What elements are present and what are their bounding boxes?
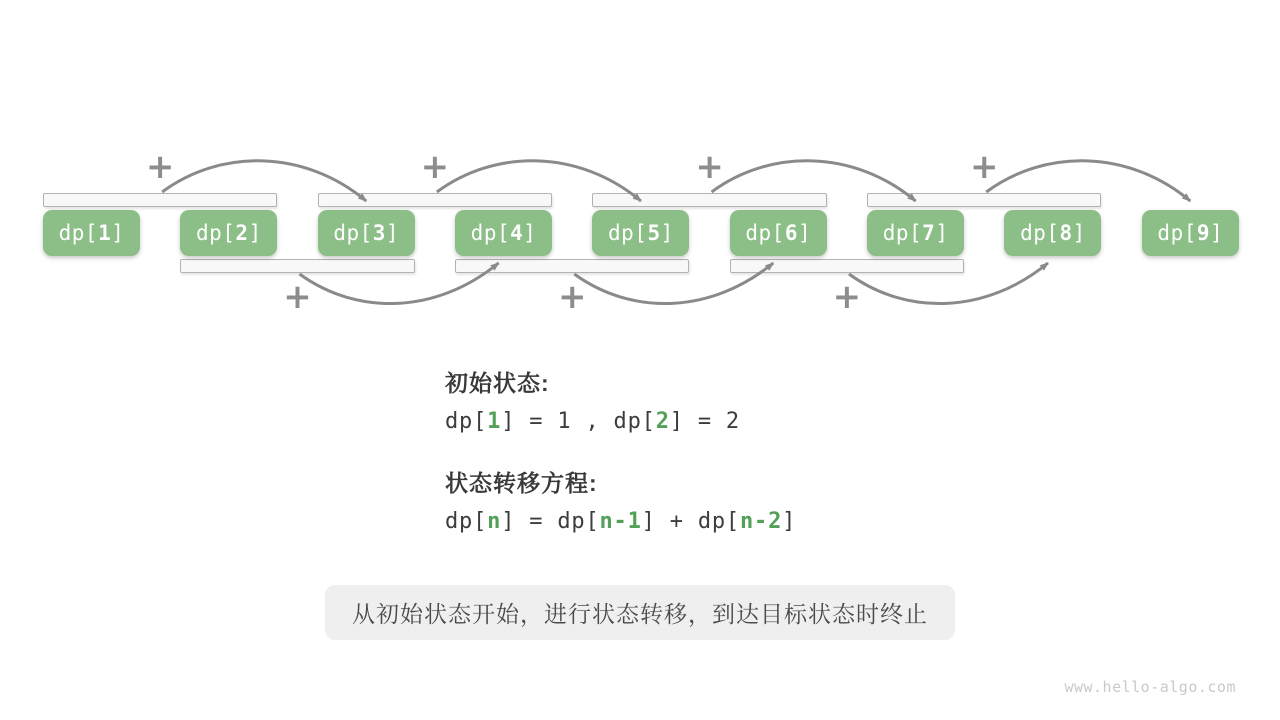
plus-icon: + xyxy=(420,147,450,187)
code-segment-green: n xyxy=(487,509,502,534)
pair-bracket-top xyxy=(592,193,826,207)
code-segment: dp[ xyxy=(445,409,488,434)
code-segment-green: 2 xyxy=(655,409,670,434)
dp-box-3: dp[ 3 ] xyxy=(318,210,415,256)
code-segment-green: n-2 xyxy=(739,509,783,534)
dp-box-4: dp[ 4 ] xyxy=(455,210,552,256)
code-segment: ] xyxy=(782,509,797,534)
dp-box-5: dp[ 5 ] xyxy=(592,210,689,256)
pair-bracket-bottom xyxy=(730,259,964,273)
plus-icon: + xyxy=(695,147,724,187)
plus-icon: + xyxy=(970,147,999,187)
pair-bracket-top xyxy=(43,193,277,207)
code-segment: dp[ xyxy=(445,509,488,534)
code-segment-green: 1 xyxy=(487,409,502,434)
pair-bracket-top xyxy=(867,193,1101,207)
transition-equation-formula xyxy=(445,509,796,534)
initial-state-heading: 初始状态: xyxy=(445,370,550,396)
code-segment: ] = dp[ xyxy=(501,509,600,534)
plus-icon: + xyxy=(145,147,175,187)
pair-bracket-top xyxy=(318,193,552,207)
plus-icon: + xyxy=(832,277,862,317)
dp-box-8: dp[ 8 ] xyxy=(1004,210,1101,256)
dp-box-1: dp[ 1 ] xyxy=(43,210,140,256)
figure-caption: 从初始状态开始，进行状态转移，到达目标状态时终止 xyxy=(325,585,955,640)
dp-box-9: dp[ 9 ] xyxy=(1142,210,1239,256)
watermark: www.hello-algo.com xyxy=(1064,678,1236,696)
dp-box-7: dp[ 7 ] xyxy=(867,210,964,256)
dp-box-6: dp[ 6 ] xyxy=(730,210,827,256)
code-segment-green: n-1 xyxy=(599,509,642,534)
code-segment: ] = 2 xyxy=(669,409,740,434)
initial-state-formula xyxy=(445,409,740,434)
transition-equation-heading: 状态转移方程: xyxy=(445,470,598,496)
plus-icon: + xyxy=(283,277,312,317)
pair-bracket-bottom xyxy=(180,259,414,273)
dp-box-2: dp[ 2 ] xyxy=(180,210,277,256)
code-segment: ] = 1 , dp[ xyxy=(501,409,656,434)
code-segment: ] + dp[ xyxy=(641,509,740,534)
plus-icon: + xyxy=(557,277,587,317)
pair-bracket-bottom xyxy=(455,259,689,273)
